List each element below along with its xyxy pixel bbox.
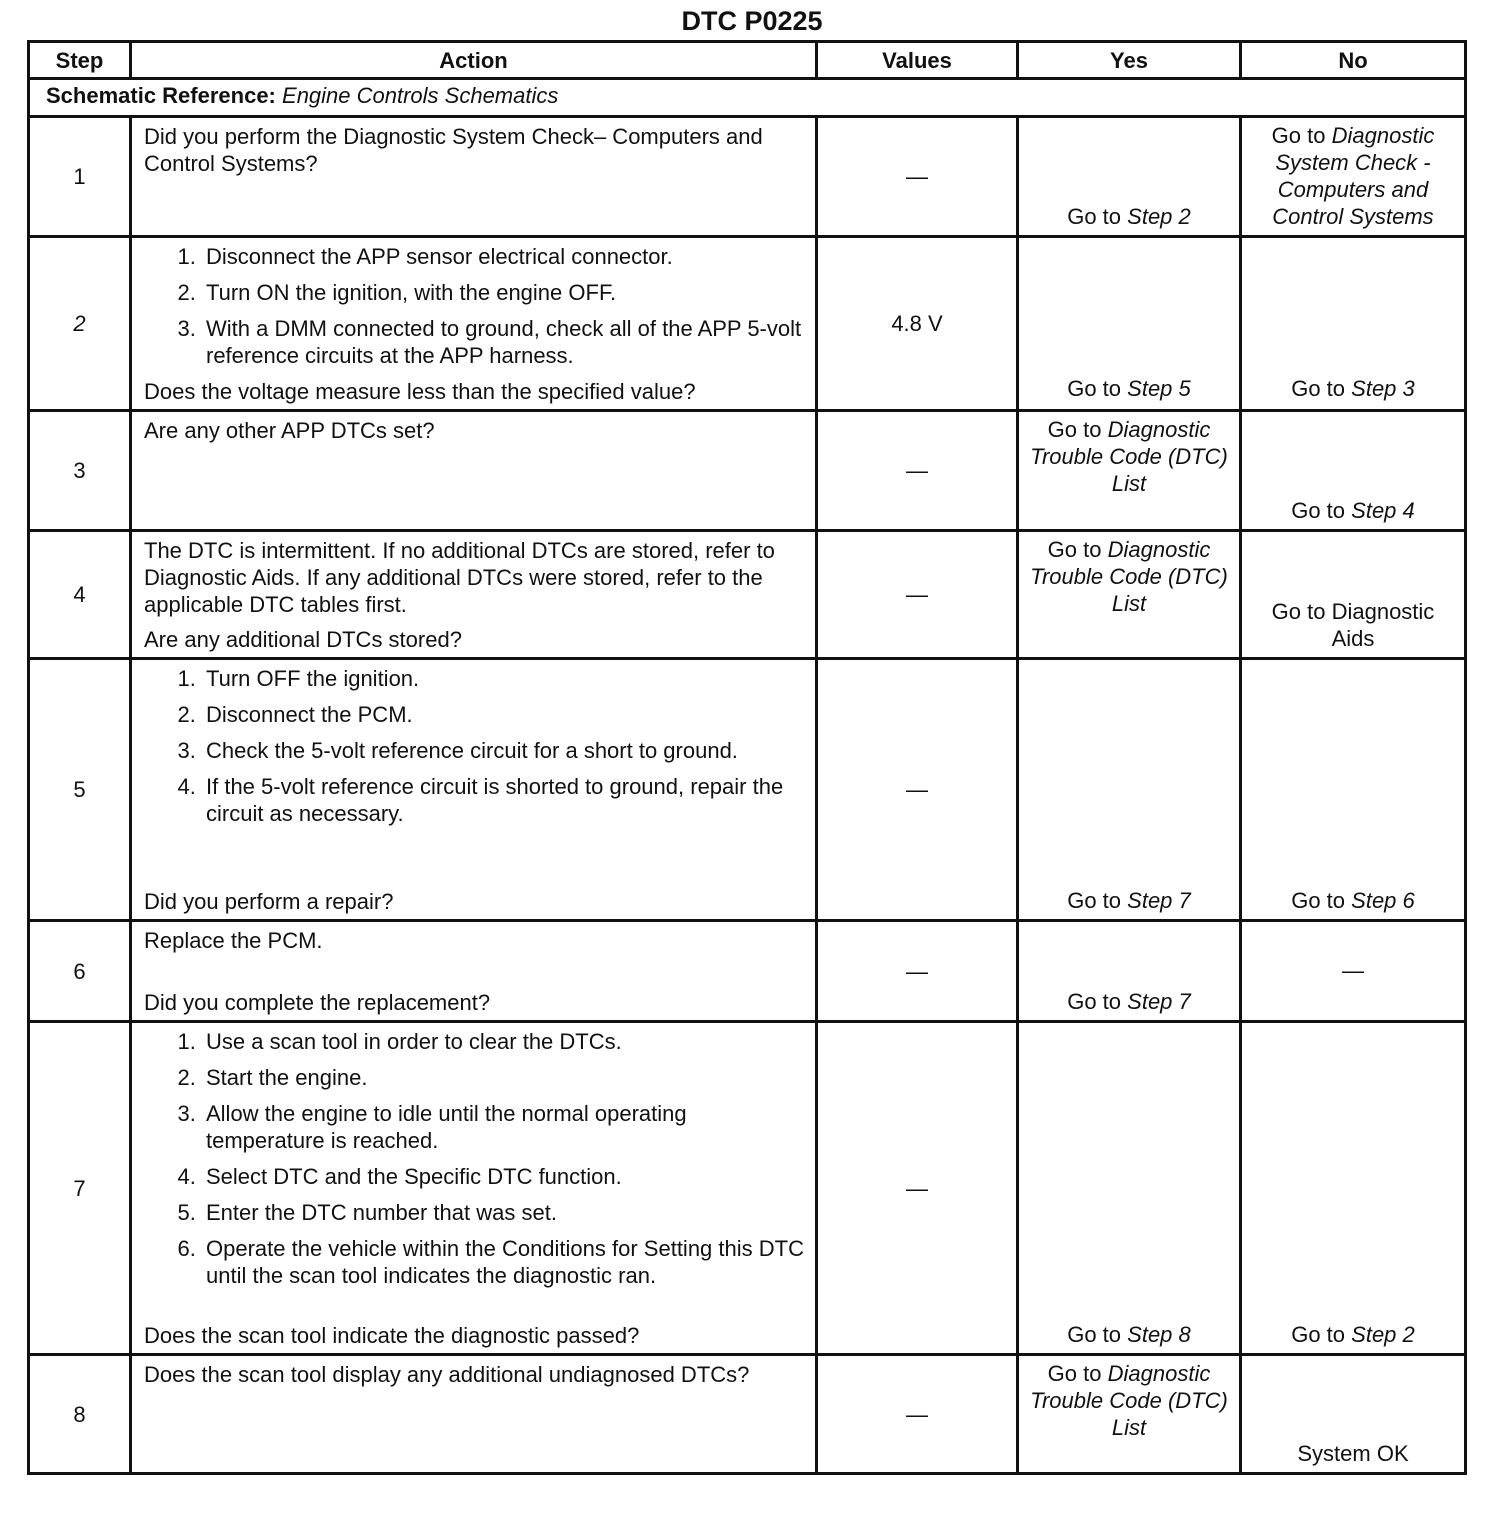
step-row [29,659,1466,921]
goto-instruction [1025,1360,1233,1441]
yes-cell [1018,531,1241,659]
goto-instruction [1248,122,1458,230]
substep-list [144,665,805,836]
goto-destination: Step 7 [1127,989,1191,1014]
yes-cell [1018,659,1241,921]
result-text: — [1342,958,1364,983]
goto-destination: Step 5 [1127,376,1191,401]
substep-item: 2. Start the engine. [202,1064,805,1091]
step-number: 3 [73,458,86,483]
goto-instruction [1025,887,1233,914]
goto-destination: Diagnostic Trouble Code (DTC) List [1030,1361,1228,1440]
action-cell [131,237,817,411]
step-number-cell [29,411,131,531]
yes-cell [1018,921,1241,1022]
value-text: — [906,164,928,189]
step-number: 7 [73,1175,86,1201]
value-text: — [906,777,928,802]
header-no: No [1241,42,1466,79]
action-question: Are any additional DTCs stored? [144,627,462,652]
step-number-cell [29,531,131,659]
header-yes: Yes [1018,42,1241,79]
step-number: 6 [73,958,86,984]
value-cell [817,1022,1018,1355]
value-cell [817,237,1018,411]
result-text: System OK [1297,1441,1409,1466]
step-number-cell [29,1022,131,1355]
substep-item: 4. Select DTC and the Specific DTC function. [202,1163,805,1190]
goto-instruction [1248,375,1458,402]
goto-label: Go to [1067,376,1122,401]
no-cell [1241,921,1466,1022]
diagnostic-table [27,40,1467,1475]
no-cell [1241,531,1466,659]
step-number: 8 [73,1401,86,1427]
goto-label: Go to [1291,498,1346,523]
goto-instruction [1025,375,1233,402]
header-action: Action [131,42,817,79]
goto-destination: Step 8 [1127,1322,1191,1347]
step-row [29,411,1466,531]
goto-instruction [1025,416,1233,497]
result-text: Go to Diagnostic Aids [1271,599,1435,651]
goto-instruction [1248,598,1458,652]
goto-instruction [1248,1440,1458,1467]
substep-item: 1. Use a scan tool in order to clear the DTCs. [202,1028,805,1055]
goto-instruction [1248,1321,1458,1348]
goto-label: Go to [1291,376,1346,401]
no-cell [1241,237,1466,411]
step-row [29,117,1466,237]
substep-item: 1. Turn OFF the ignition. [202,665,805,692]
step-number: 4 [73,582,86,607]
action-text: Did you perform the Diagnostic System Check– Computers and Control Systems? [144,124,763,176]
page-title: DTC P0225 [681,6,823,36]
step-number: 5 [73,777,86,802]
action-question: Did you perform a repair? [144,889,394,914]
goto-label: Go to [1067,204,1122,229]
value-cell [817,411,1018,531]
action-question: Does the scan tool indicate the diagnostic passed? [144,1323,640,1348]
goto-instruction [1025,988,1233,1015]
step-row [29,921,1466,1022]
goto-label: Go to [1291,1322,1346,1347]
goto-destination: Step 4 [1351,498,1415,523]
header-step: Step [29,42,131,79]
steps-body [29,117,1466,1474]
goto-destination: Diagnostic Trouble Code (DTC) List [1030,417,1228,496]
goto-destination: Step 6 [1351,888,1415,913]
substep-item: 2. Turn ON the ignition, with the engine OFF. [202,279,805,306]
substep-item: 5. Enter the DTC number that was set. [202,1199,805,1226]
value-text: — [906,1401,928,1427]
step-number-cell [29,117,131,237]
goto-label: Go to [1047,1361,1102,1386]
value-text: — [906,582,928,607]
value-text: — [906,1175,928,1201]
no-cell [1241,117,1466,237]
no-cell [1241,411,1466,531]
value-text: — [906,458,928,483]
step-number-cell [29,659,131,921]
substep-list [144,243,805,378]
goto-destination: Step 2 [1351,1322,1415,1347]
yes-cell [1018,117,1241,237]
value-cell [817,659,1018,921]
action-text: The DTC is intermittent. If no additional DTCs are stored, refer to Diagnostic Aids. If any additional DTCs were stored, refer to the applicable DTC tables first. [144,538,775,617]
header-row [29,42,1466,79]
action-cell [131,1022,817,1355]
action-text: Are any other APP DTCs set? [144,418,435,443]
schematic-link: Engine Controls Schematics [282,83,559,108]
goto-destination: Step 3 [1351,376,1415,401]
goto-instruction [1248,887,1458,914]
goto-label: Go to [1047,537,1102,562]
no-cell [1241,1355,1466,1474]
action-text: Does the scan tool display any additional undiagnosed DTCs? [144,1362,750,1387]
goto-destination: Diagnostic Trouble Code (DTC) List [1030,537,1228,616]
substep-list [144,1028,805,1298]
value-text: 4.8 V [891,311,943,336]
step-number: 2 [73,311,86,336]
yes-cell [1018,411,1241,531]
goto-label: Go to [1291,888,1346,913]
step-number-cell [29,237,131,411]
goto-label: Go to [1067,888,1122,913]
goto-label: Go to [1047,417,1102,442]
action-question: Did you complete the replacement? [144,990,491,1015]
step-row [29,1022,1466,1355]
substep-item: 3. Allow the engine to idle until the normal operating temperature is reached. [202,1100,805,1154]
step-number: 1 [73,164,86,189]
schematic-label: Schematic Reference: [46,83,276,108]
schematic-reference-row [29,79,1466,117]
step-row [29,1355,1466,1474]
value-text: — [906,958,928,984]
substep-item: 4. If the 5-volt reference circuit is shorted to ground, repair the circuit as necessary. [202,773,805,827]
value-cell [817,117,1018,237]
goto-instruction [1248,497,1458,524]
no-cell [1241,659,1466,921]
goto-instruction [1025,203,1233,230]
goto-label: Go to [1271,123,1326,148]
schematic-reference [29,79,1466,117]
goto-instruction [1248,957,1458,984]
goto-label: Go to [1067,1322,1122,1347]
goto-instruction [1025,536,1233,617]
goto-instruction [1025,1321,1233,1348]
goto-destination: Step 2 [1127,204,1191,229]
step-number-cell [29,921,131,1022]
yes-cell [1018,1022,1241,1355]
step-row [29,531,1466,659]
substep-item: 3. Check the 5-volt reference circuit for a short to ground. [202,737,805,764]
yes-cell [1018,1355,1241,1474]
substep-item: 3. With a DMM connected to ground, check all of the APP 5-volt reference circuits at the APP harness. [202,315,805,369]
substep-item: 2. Disconnect the PCM. [202,701,805,728]
substep-item: 1. Disconnect the APP sensor electrical connector. [202,243,805,270]
goto-label: Go to [1067,989,1122,1014]
action-cell [131,117,817,237]
substep-item: 6. Operate the vehicle within the Conditions for Setting this DTC until the scan tool indicates the diagnostic ran. [202,1235,805,1289]
header-values: Values [817,42,1018,79]
step-number-cell [29,1355,131,1474]
action-cell [131,659,817,921]
action-cell [131,531,817,659]
action-text: Replace the PCM. [144,928,323,953]
goto-destination: Diagnostic System Check - Computers and Control Systems [1272,123,1435,229]
value-cell [817,1355,1018,1474]
value-cell [817,921,1018,1022]
action-cell [131,1355,817,1474]
value-cell [817,531,1018,659]
step-row [29,237,1466,411]
goto-destination: Step 7 [1127,888,1191,913]
action-question: Does the voltage measure less than the specified value? [144,379,696,404]
action-cell [131,411,817,531]
no-cell [1241,1022,1466,1355]
action-cell [131,921,817,1022]
yes-cell [1018,237,1241,411]
